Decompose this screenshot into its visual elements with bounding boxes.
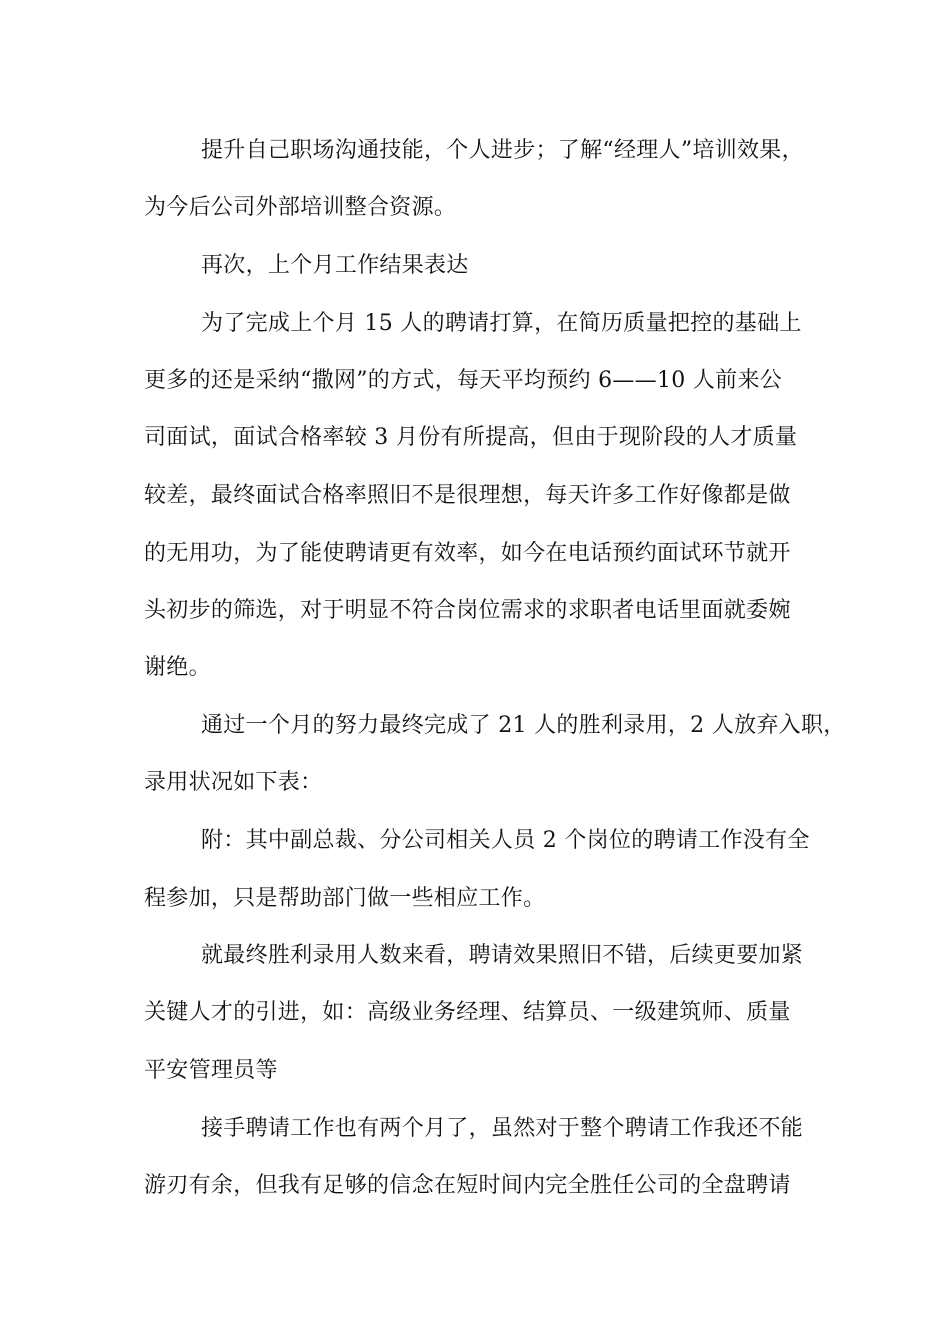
paragraph-line: 为了完成上个月 15 人的聘请打算，在简历质量把控的基础上 [201, 311, 802, 336]
paragraph-line: 提升自己职场沟通技能，个人进步；了解“经理人”培训效果， [201, 138, 804, 163]
paragraph-line: 更多的还是采纳“撒网”的方式，每天平均预约 6——10 人前来公 [144, 368, 783, 393]
paragraph-line: 程参加，只是帮助部门做一些相应工作。 [144, 886, 546, 911]
paragraph-line: 关键人才的引进，如：高级业务经理、结算员、一级建筑师、质量 [144, 1000, 791, 1025]
paragraph-line: 接手聘请工作也有两个月了，虽然对于整个聘请工作我还不能 [201, 1116, 804, 1141]
paragraph-line: 头初步的筛选，对于明显不符合岗位需求的求职者电话里面就委婉 [144, 598, 791, 623]
paragraph-line: 较差，最终面试合格率照旧不是很理想，每天许多工作好像都是做 [144, 483, 791, 508]
paragraph-line: 再次，上个月工作结果表达 [201, 253, 469, 278]
paragraph-line: 平安管理员等 [144, 1058, 278, 1083]
paragraph-line: 谢绝。 [144, 655, 211, 680]
paragraph-line: 就最终胜利录用人数来看，聘请效果照旧不错，后续更要加紧 [201, 943, 804, 968]
paragraph-line: 附：其中副总裁、分公司相关人员 2 个岗位的聘请工作没有全 [201, 828, 810, 853]
paragraph-line: 司面试，面试合格率较 3 月份有所提高，但由于现阶段的人才质量 [144, 425, 798, 450]
paragraph-line: 通过一个月的努力最终完成了 21 人的胜利录用，2 人放弃入职， [201, 713, 846, 738]
paragraph-line: 游刃有余，但我有足够的信念在短时间内完全胜任公司的全盘聘请 [144, 1173, 791, 1198]
paragraph-line: 的无用功，为了能使聘请更有效率，如今在电话预约面试环节就开 [144, 541, 791, 566]
paragraph-line: 为今后公司外部培训整合资源。 [144, 195, 457, 220]
paragraph-line: 录用状况如下表： [144, 770, 323, 795]
